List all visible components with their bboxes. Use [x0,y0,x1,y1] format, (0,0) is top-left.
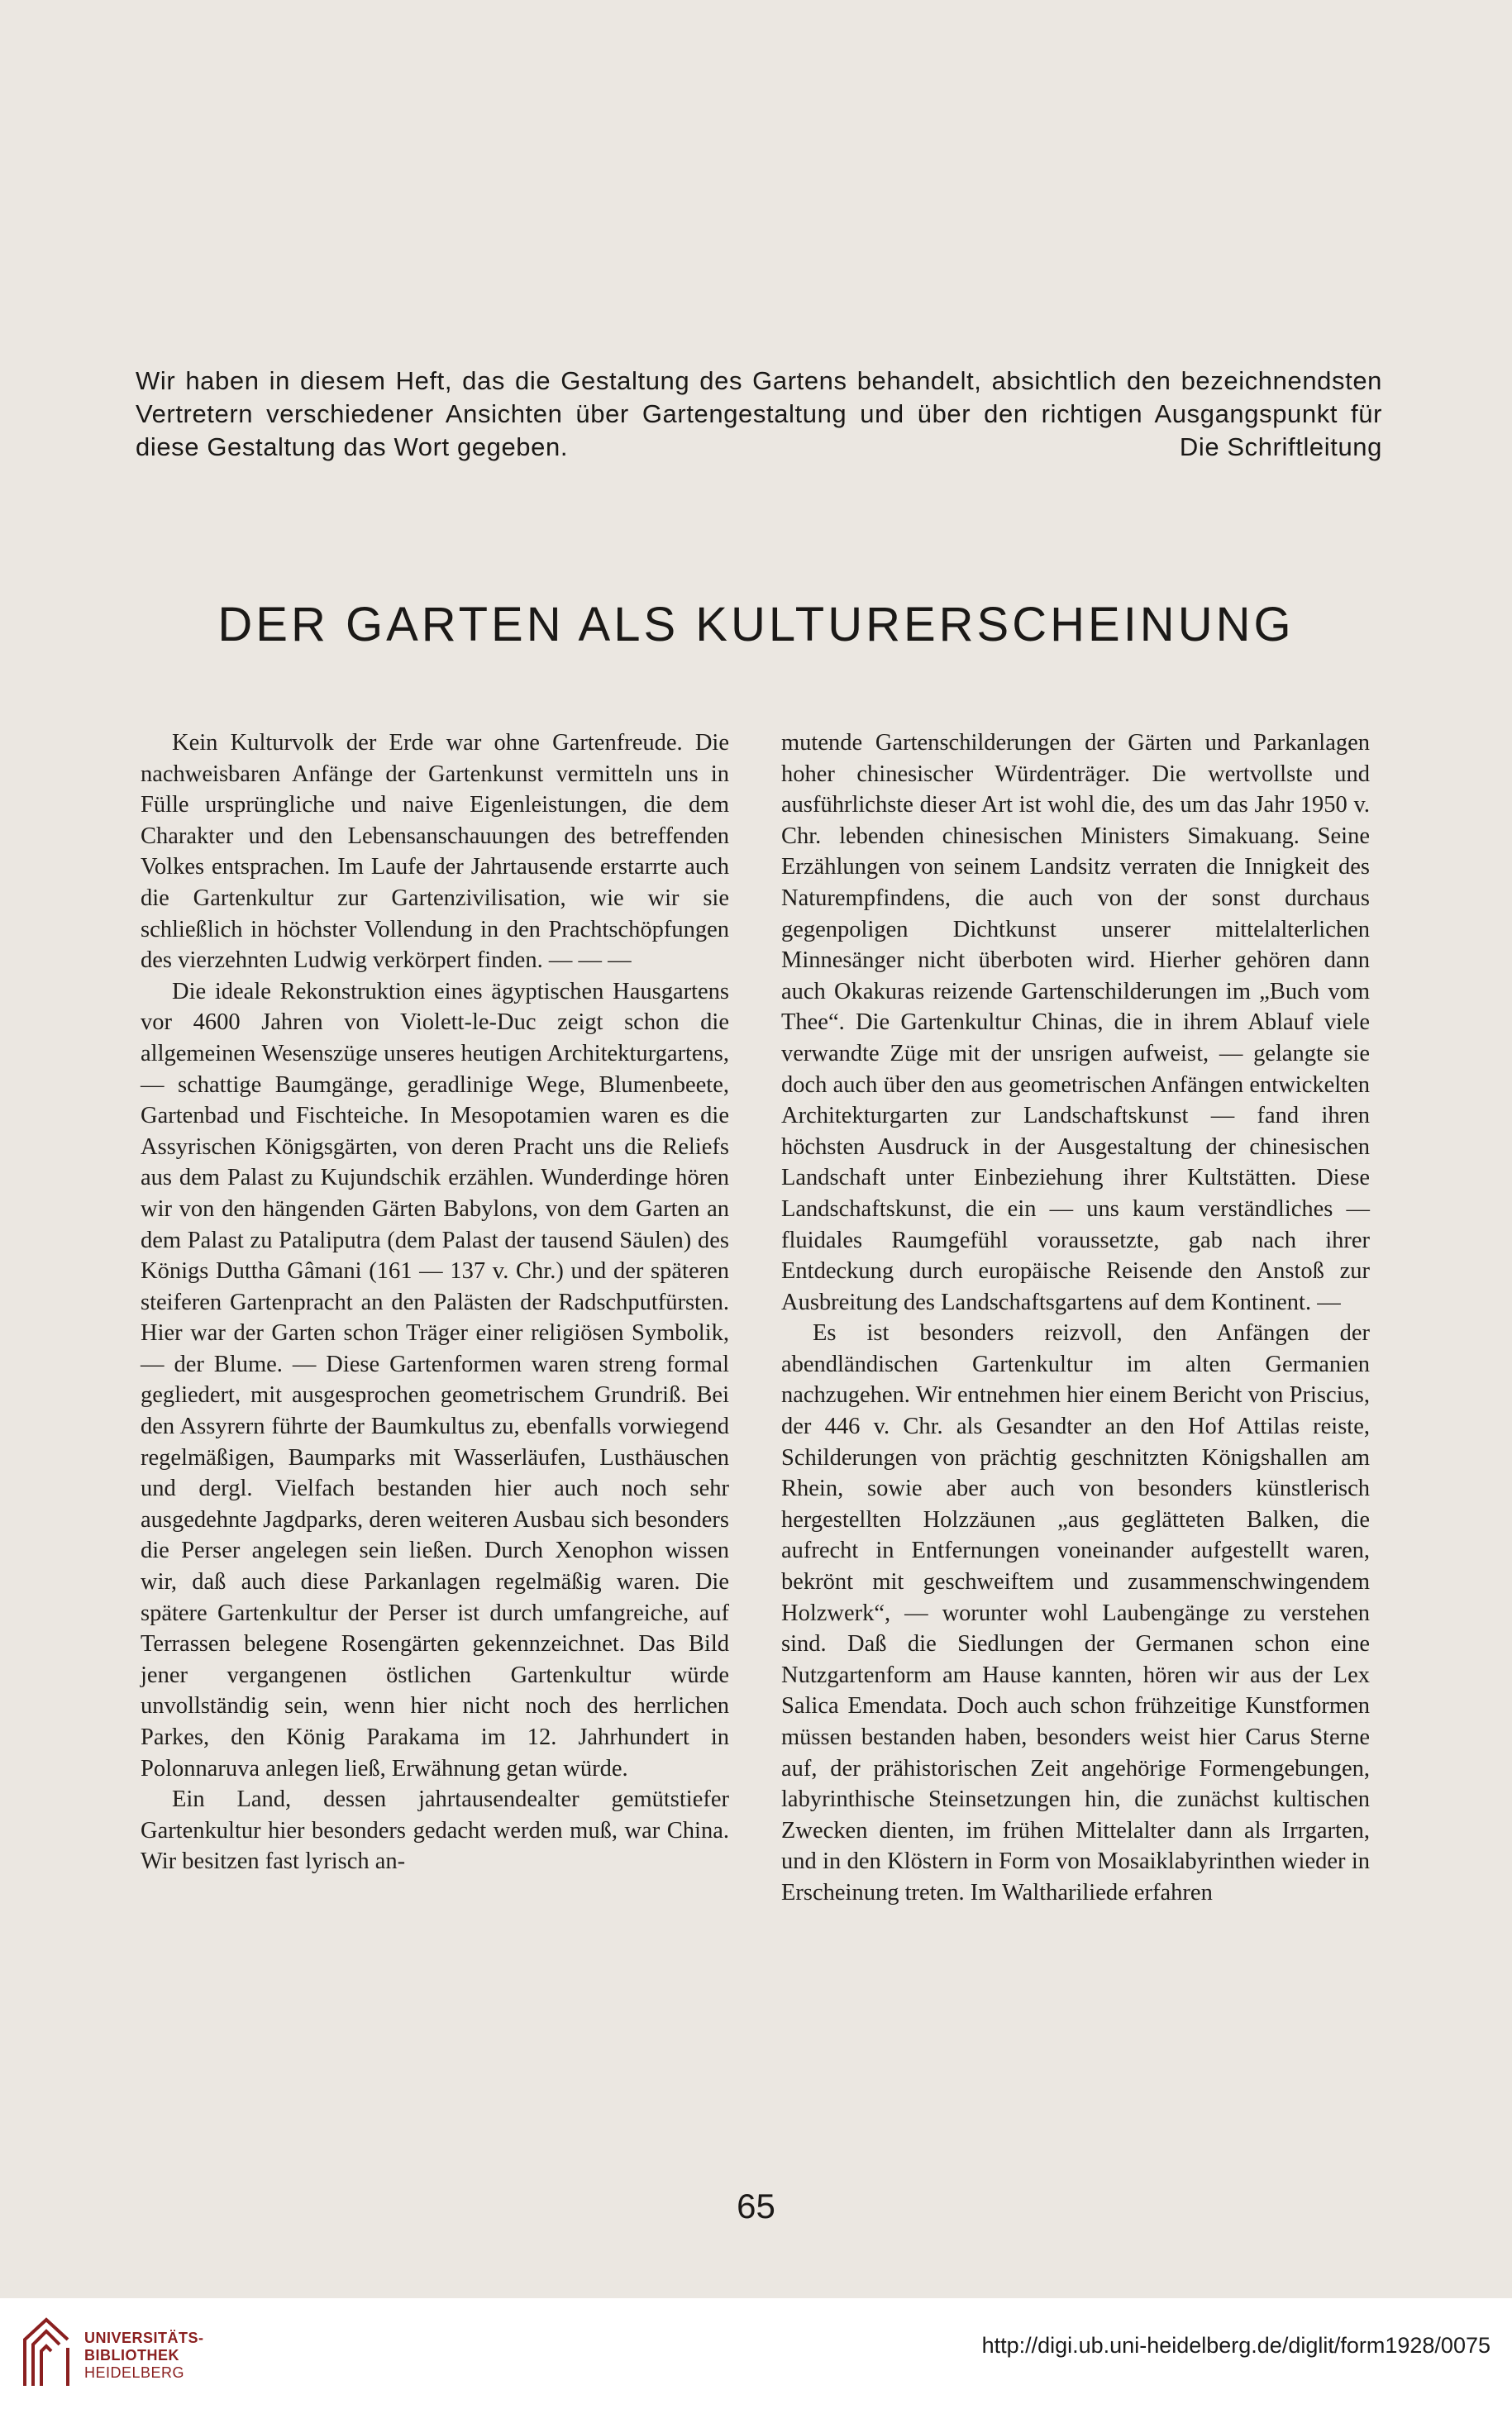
library-name [84,2330,204,2382]
source-url-link[interactable]: http://digi.ub.uni-heidelberg.de/diglit/form1928/0075 [981,2333,1491,2358]
right-column [781,727,1370,1909]
library-name-line: UNIVERSITÄTS- [84,2330,204,2346]
library-logo-icon [18,2315,76,2389]
library-name-line: HEIDELBERG [84,2364,185,2381]
paragraph: Ein Land, dessen jahrtausendealter gemütstiefer Gartenkultur hier besonders gedacht werden muß, war China. Wir besitzen fast lyrisch an- [141,1786,729,1875]
article-title: DER GARTEN ALS KULTURERSCHEINUNG [217,598,1295,651]
paragraph: mutende Gartenschilderungen der Gärten und Parkanlagen hoher chinesischer Würdenträger. Die wertvollste und ausführlichste dieser Art ist wohl die, des um das Jahr 1950 v. Chr. lebenden chinesischen Ministers Simakuang. Seine Erzählungen von seinem Landsitz verraten die Innigkeit des Naturempfindens, die auch von der sonst durchaus gegenpoligen Dichtkunst unserer mittelalterlichen Minnesänger nicht überboten wird. Hierher gehören dann auch Okakuras reizende Gartenschilderungen im „Buch vom Thee“. Die Gartenkultur Chinas, die in ihrem Ablauf viele verwandte Züge mit der unsrigen aufweist, — gelangte sie doch auch über den aus geometrischen Anfängen entwickelten Architekturgarten zur Landschaftskunst — fand ihren höchsten Ausdruck in der Ausgestaltung der chinesischen Landschaft unter Einbeziehung ihrer Kultstätten. Diese Landschaftskunst, die ein — uns kaum verständliches — fluidales Raumgefühl voraussetzte, gab nach ihrer Entdeckung durch europäische Reisende den Anstoß zur Ausbreitung des Landschaftsgartens auf dem Kontinent. — [781,730,1370,1315]
left-column [141,727,729,1877]
editor-note [136,365,1382,464]
paragraph: Kein Kulturvolk der Erde war ohne Gartenfreude. Die nachweisbaren Anfänge der Gartenkunst vermitteln uns in Fülle ursprüngliche und naive Eigenleistungen, die dem Charakter und den Lebensanschauungen des betreffenden Volkes entsprachen. Im Laufe der Jahrtausende erstarrte auch die Gartenkultur zur Gartenzivilisation, wie wir sie schließlich in höchster Vollendung in den Prachtschöpfungen des vierzehnten Ludwig verkörpert finden. — — — [141,730,729,974]
editor-note-text: Wir haben in diesem Heft, das die Gestaltung des Gartens behandelt, absichtlich den bezeichnendsten Vertretern verschiedener Ansichten über Gartengestaltung und über den richtigen Ausgangspunkt für diese Gestaltung das Wort gegeben. [136,366,1382,461]
paragraph: Es ist besonders reizvoll, den Anfängen der abendländischen Gartenkultur im alten Germanien nachzugehen. Wir entnehmen hier einem Bericht von Priscius, der 446 v. Chr. als Gesandter an den Hof Attilas reiste, Schilderungen von prächtig geschnitzten Königshallen am Rhein, sowie aber auch von besonders künstlerisch hergestellten Holzzäunen „aus geglätteten Balken, die aufrecht in Entfernungen voneinander aufgestellt waren, bekrönt mit geschweiftem und zusammenschwingendem Holzwerk“, — worunter wohl Laubengänge zu verstehen sind. Daß die Siedlungen der Germanen schon eine Nutzgartenform am Hause kannten, hören wir aus der Lex Salica Emendata. Doch auch schon frühzeitige Kunstformen müssen bestanden haben, besonders weist hier Carus Sterne auf, der prähistorischen Zeit angehörige Formengebungen, labyrinthische Steinsetzungen hin, die zunächst kultischen Zwecken dienten, im frühen Mittelalter dann als Irrgarten, und in den Klöstern in Form von Mosaiklabyrinthen wieder in Erscheinung treten. Im Walthariliede erfahren [781,1320,1370,1906]
page-number: 65 [737,2187,775,2225]
library-name-line: BIBLIOTHEK [84,2347,179,2364]
editor-note-signature: Die Schriftleitung [1179,432,1382,461]
paragraph: Die ideale Rekonstruktion eines ägyptischen Hausgartens vor 4600 Jahren von Violett-le-Duc zeigt schon die allgemeinen Wesenszüge unseres heutigen Architekturgartens, — schattige Baumgänge, geradlinige Wege, Blumenbeete, Gartenbad und Fischteiche. In Mesopotamien waren es die Assyrischen Königsgärten, von deren Pracht uns die Reliefs aus dem Palast zu Kujundschik erzählen. Wunderdinge hören wir von den hängenden Gärten Babylons, von dem Garten an dem Palast zu Pataliputra (dem Palast der tausend Säulen) des Königs Duttha Gâmani (161 — 137 v. Chr.) und der späteren steiferen Gartenpracht an den Palästen der Radschputfürsten. Hier war der Garten schon Träger einer religiösen Symbolik, — der Blume. — Diese Gartenformen waren streng formal gegliedert, mit ausgesprochen geometrischem Grundriß. Bei den Assyrern führte der Baumkultus zu, ebenfalls vorwiegend regelmäßigen, Baumparks mit Wasserläufen, Lusthäuschen und dergl. Vielfach bestanden hier auch noch sehr ausgedehnte Jagdparks, deren weiteren Ausbau sich besonders die Perser angelegen sein ließen. Durch Xenophon wissen wir, daß auch diese Parkanlagen regelmäßig waren. Die spätere Gartenkultur der Perser ist durch umfangreiche, auf Terrassen belegene Rosengärten gekennzeichnet. Das Bild jener vergangenen östlichen Gartenkultur würde unvollständig sein, wenn hier nicht noch des herrlichen Parkes, den König Parakama im 12. Jahrhundert in Polonnaruva anlegen ließ, Erwähnung getan würde. [141,978,729,1782]
